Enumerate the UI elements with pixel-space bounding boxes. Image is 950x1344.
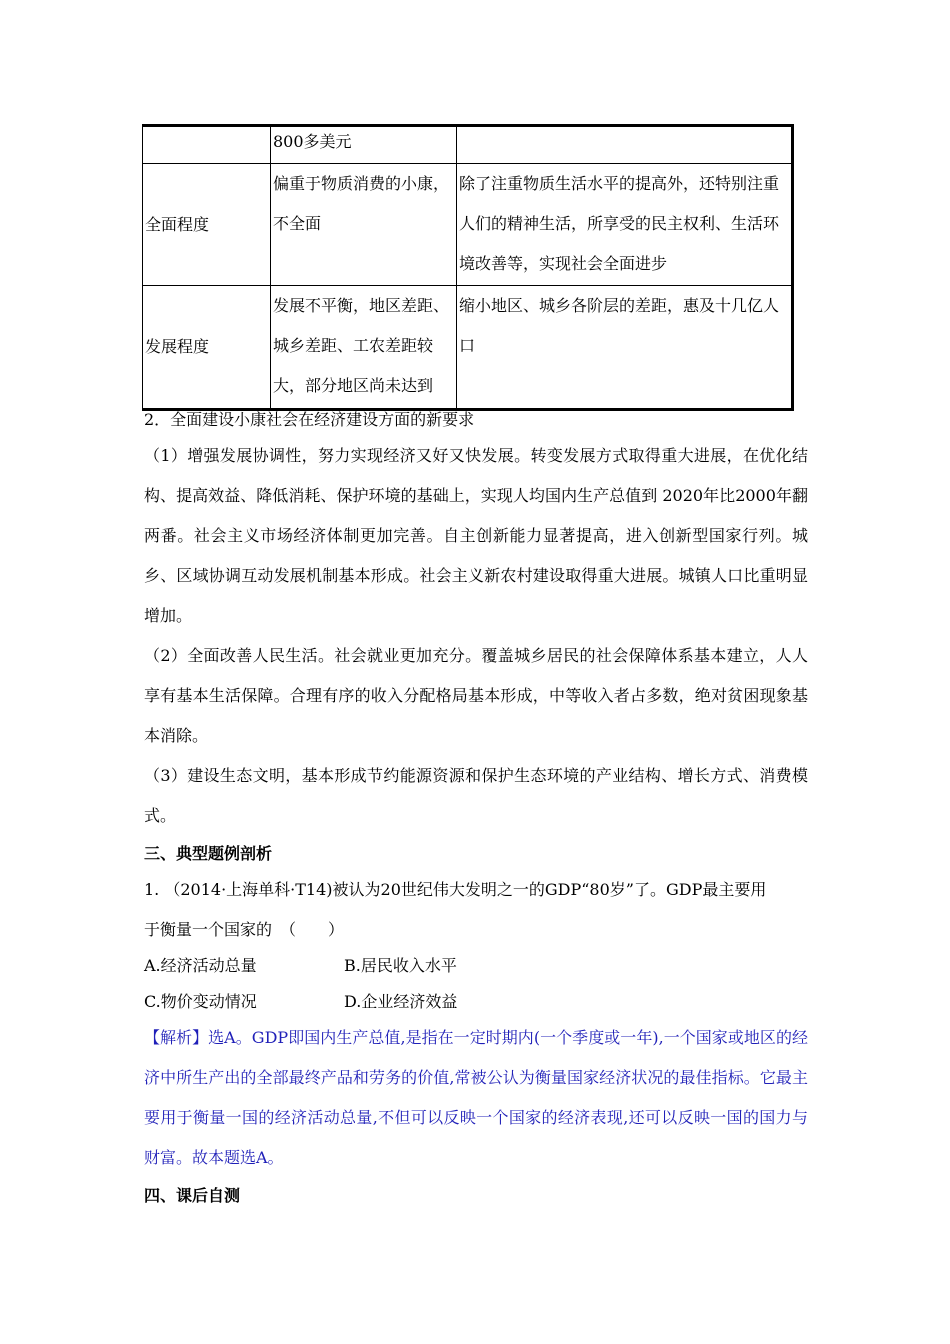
row-label: 全面程度 [143, 164, 271, 286]
section-heading: 2．全面建设小康社会在经济建设方面的新要求 [144, 410, 475, 429]
question-stem: 于衡量一个国家的 （ ） [144, 920, 345, 939]
analysis-tag: 【解析】 [144, 1028, 209, 1047]
row-label: 发展程度 [143, 286, 271, 410]
question-stem: 1. （2014·上海单科·T14)被认为20世纪伟大发明之一的GDP“80岁”了。GDP最主要用 [144, 880, 767, 899]
cell-low-level: 发展不平衡，地区差距、城乡差距、工农差距较大，部分地区尚未达到 [271, 286, 457, 410]
table-row [143, 164, 793, 286]
cell-low-level: 800多美元 [271, 126, 457, 164]
table-row [143, 286, 793, 410]
cell-high-level [457, 126, 793, 164]
paragraph: （1）增强发展协调性，努力实现经济又好又快发展。转变发展方式取得重大进展，在优化结构、提高效益、降低消耗、保护环境的基础上，实现人均国内生产总值到 2020年比2000年翻两番。社会主义市场经济体制更加完善。自主创新能力显著提高，进入创新型国家行列。城乡、区域协调互动发展机制基本形成。社会主义新农村建设取得重大进展。城镇人口比重明显增加。 [144, 446, 808, 625]
cell-high-level: 除了注重物质生活水平的提高外，还特别注重人们的精神生活，所享受的民主权利、生活环境改善等，实现社会全面进步 [457, 164, 793, 286]
section-heading: 四、课后自测 [144, 1186, 241, 1205]
paragraph: （2）全面改善人民生活。社会就业更加充分。覆盖城乡居民的社会保障体系基本建立，人人享有基本生活保障。合理有序的收入分配格局基本形成，中等收入者占多数，绝对贫困现象基本消除。 [144, 646, 808, 745]
paragraph: （3）建设生态文明，基本形成节约能源资源和保护生态环境的产业结构、增长方式、消费模式。 [144, 766, 808, 825]
cell-low-level: 偏重于物质消费的小康，不全面 [271, 164, 457, 286]
option-c: C.物价变动情况 [144, 992, 257, 1011]
analysis [144, 1018, 808, 1178]
option-d: D.企业经济效益 [344, 992, 458, 1011]
row-label [143, 126, 271, 164]
cell-high-level: 缩小地区、城乡各阶层的差距，惠及十几亿人口 [457, 286, 793, 410]
option-a: A.经济活动总量 [144, 956, 257, 975]
analysis-text: 选A。GDP即国内生产总值,是指在一定时期内(一个季度或一年),一个国家或地区的经济中所生产出的全部最终产品和劳务的价值,常被公认为衡量国家经济状况的最佳指标。它最主要用于衡量一国的经济活动总量,不但可以反映一个国家的经济表现,还可以反映一国的国力与财富。故本题选A。 [144, 1028, 808, 1167]
option-b: B.居民收入水平 [344, 956, 457, 975]
table-row [143, 126, 793, 164]
section-heading: 三、典型题例剖析 [144, 844, 273, 863]
comparison-table [142, 124, 794, 411]
